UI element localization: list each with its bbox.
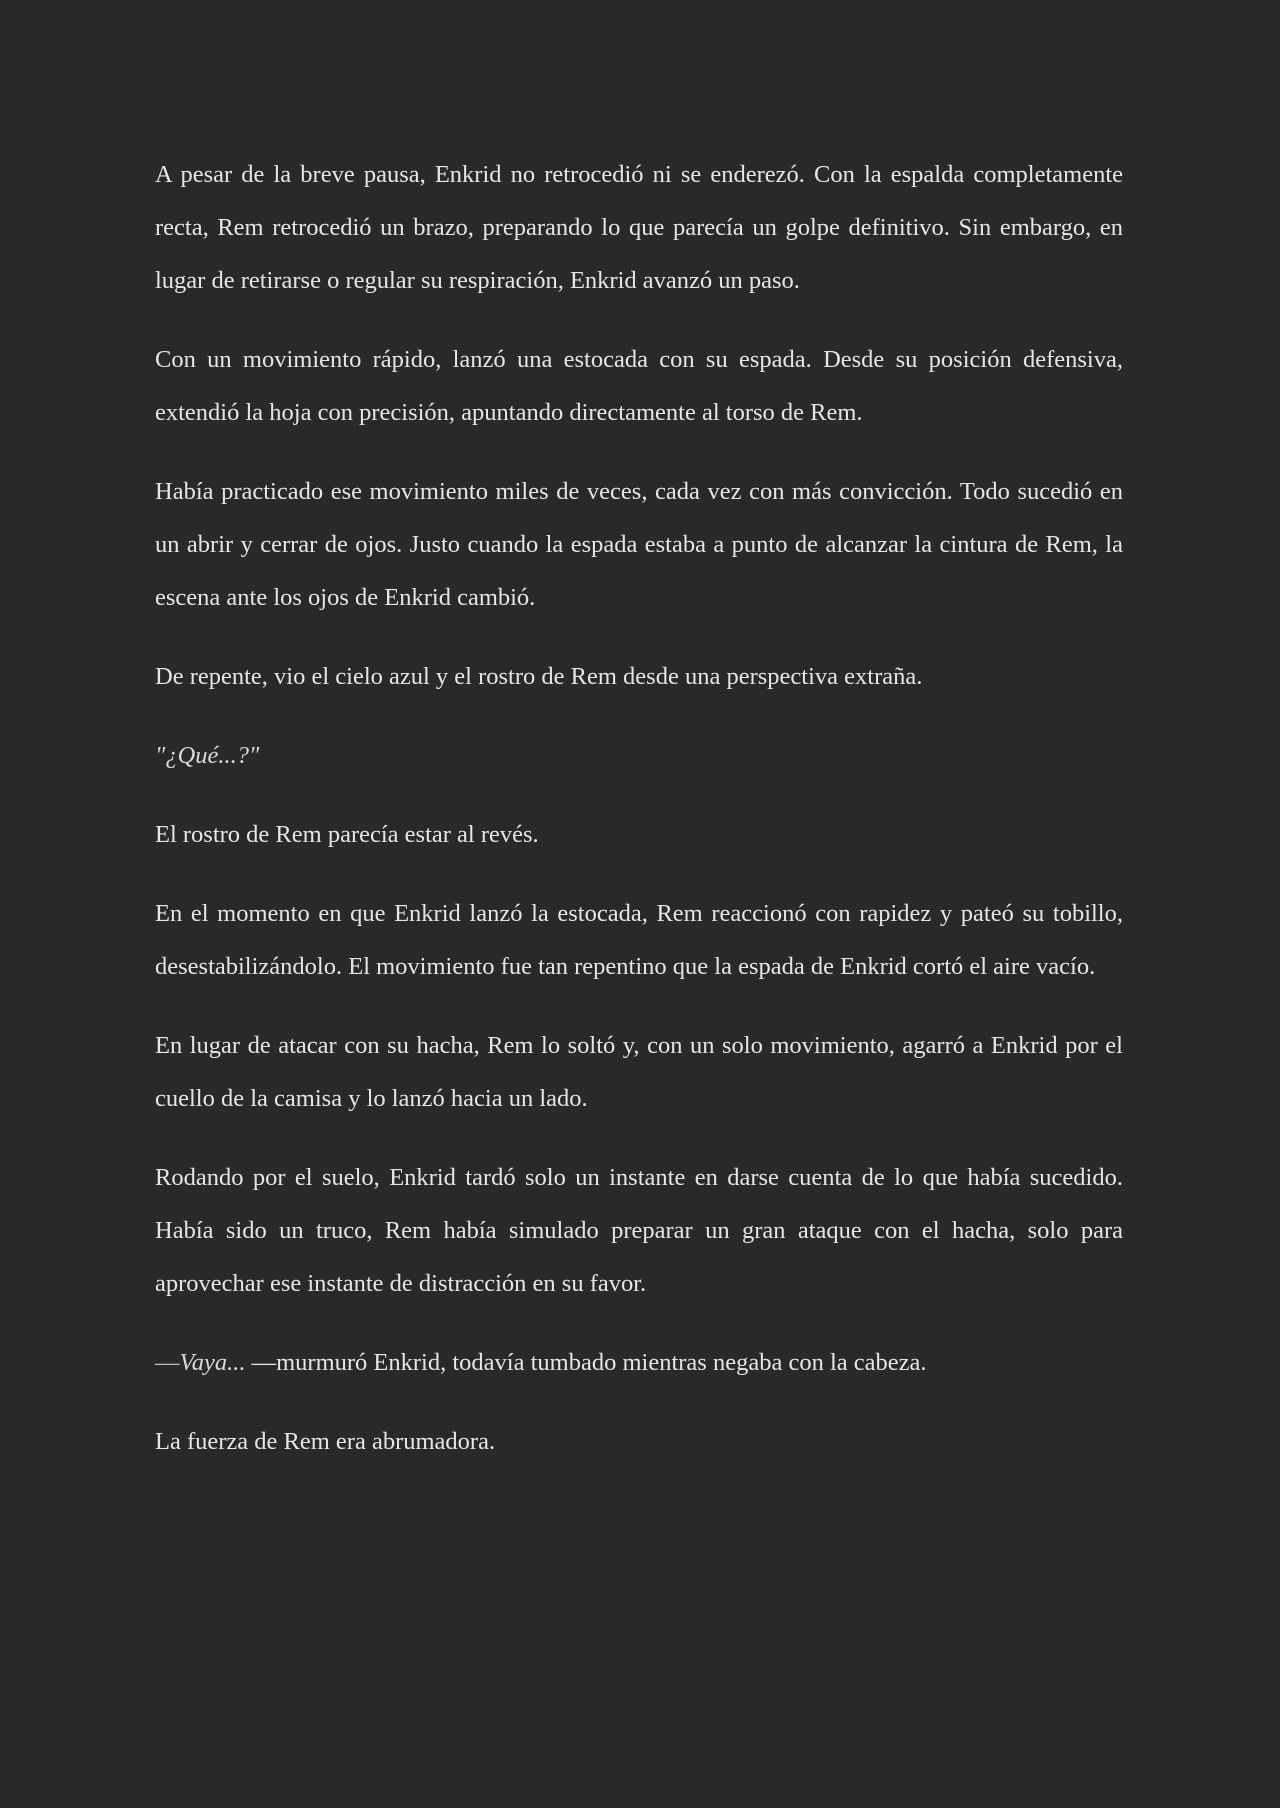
dialogue-dash: — [245,1349,277,1376]
paragraph: Había practicado ese movimiento miles de veces, cada vez con más convicción. Todo sucedió en un abrir y cerrar de ojos. Justo cuando la espada estaba a punto de alcanzar la cintura de Rem, la escena ante los ojos de Enkrid cambió. [155,478,1123,611]
dialogue-speech: Vaya... [179,1349,246,1376]
dialogue-line [155,1336,1123,1389]
paragraph: En lugar de atacar con su hacha, Rem lo soltó y, con un solo movimiento, agarró a Enkrid por el cuello de la camisa y lo lanzó hacia un lado. [155,1032,1123,1112]
paragraph: A pesar de la breve pausa, Enkrid no retrocedió ni se enderezó. Con la espalda completamente recta, Rem retrocedió un brazo, preparando lo que parecía un golpe definitivo. Sin embargo, en lugar de retirarse o regular su respiración, Enkrid avanzó un paso. [155,161,1123,294]
paragraph: De repente, vio el cielo azul y el rostro de Rem desde una perspectiva extraña. [155,663,923,690]
paragraph: En el momento en que Enkrid lanzó la estocada, Rem reaccionó con rapidez y pateó su tobillo, desestabilizándolo. El movimiento fue tan repentino que la espada de Enkrid cortó el aire vacío. [155,900,1123,980]
chapter-text [155,148,1123,1494]
paragraph: La fuerza de Rem era abrumadora. [155,1428,496,1455]
paragraph: El rostro de Rem parecía estar al revés. [155,821,539,848]
dialogue-narration: murmuró Enkrid, todavía tumbado mientras negaba con la cabeza. [276,1349,927,1376]
paragraph: Rodando por el suelo, Enkrid tardó solo un instante en darse cuenta de lo que había sucedido. Había sido un truco, Rem había simulado preparar un gran ataque con el hacha, solo para aprovechar ese instante de distracción en su favor. [155,1164,1123,1297]
thought-line: "¿Qué...?" [155,742,260,769]
dialogue-dash: — [155,1349,180,1376]
paragraph: Con un movimiento rápido, lanzó una estocada con su espada. Desde su posición defensiva, extendió la hoja con precisión, apuntando directamente al torso de Rem. [155,346,1123,426]
